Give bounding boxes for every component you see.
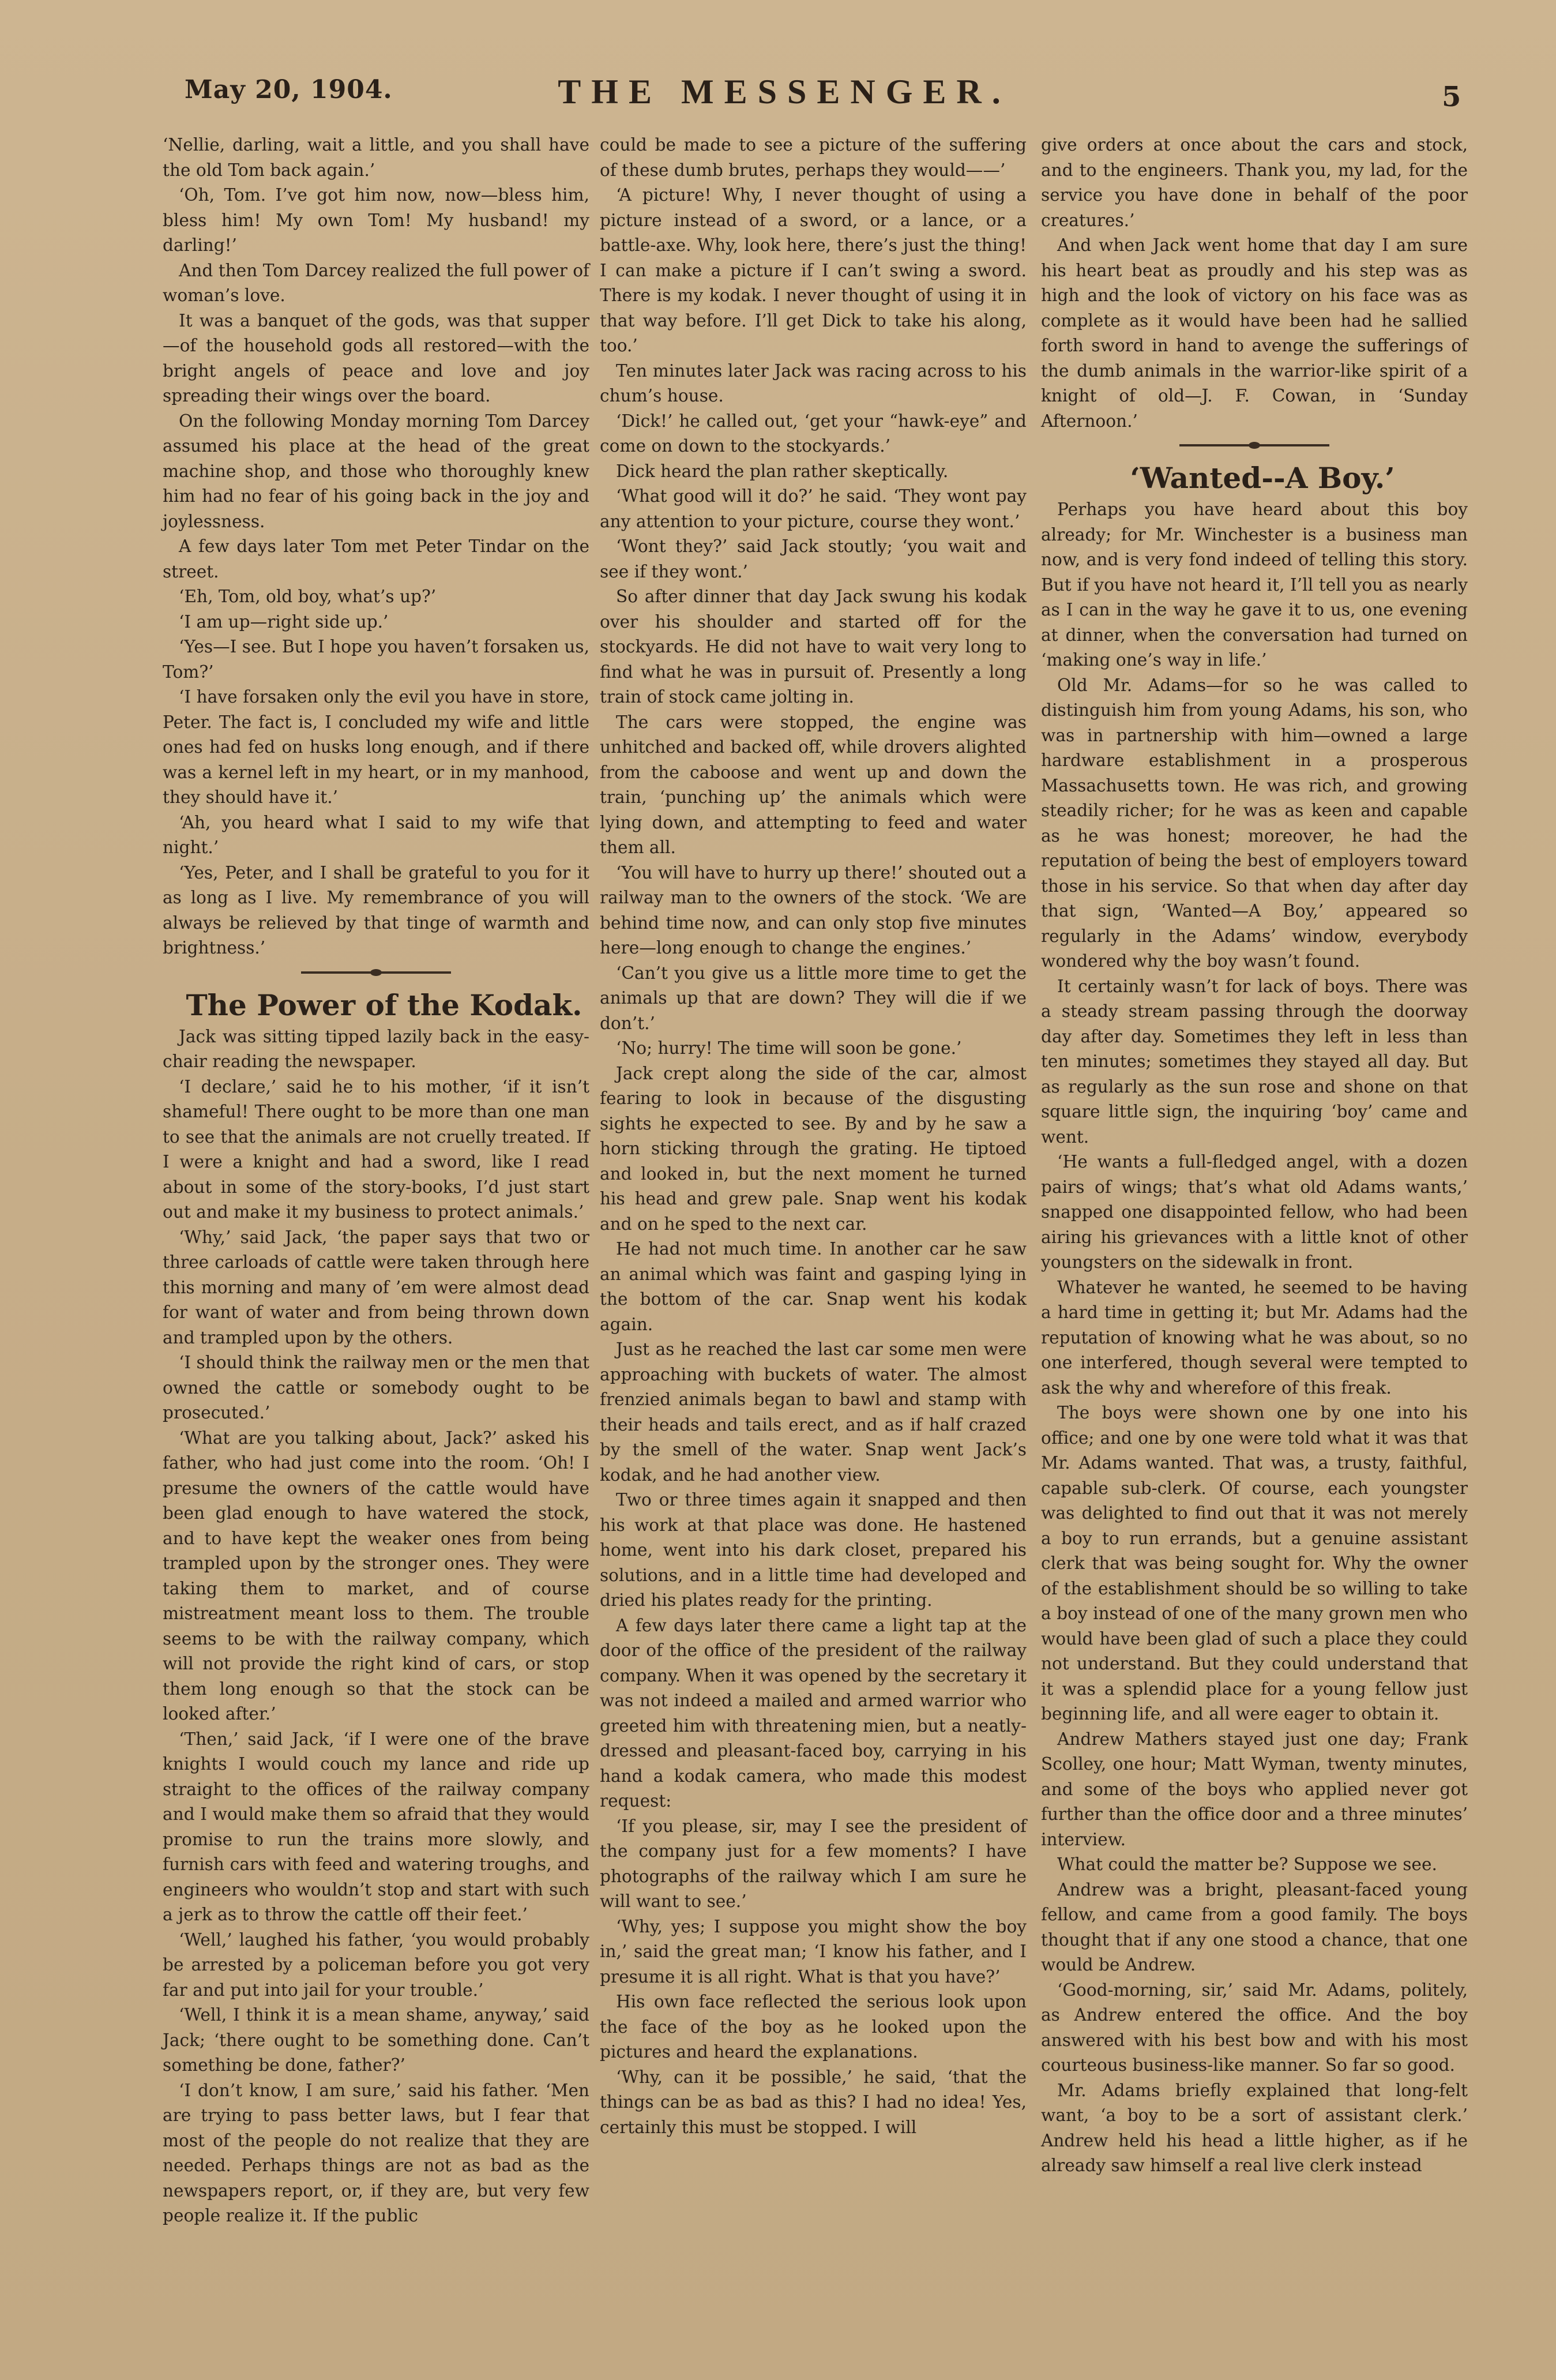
paragraph: ‘Yes, Peter, and I shall be grateful to you for it as long as I live. My remembrance of you will always be relieved by that tinge of warmth and brightness.’	[163, 862, 589, 958]
paragraph: It certainly wasn’t for lack of boys. There was a steady stream passing through the doorway day after day. Sometimes they left in less than ten minutes; sometimes they stayed all day. But as regularly as the sun rose and shone on that square little sign, the inquiring ‘boy’ came and went.	[1041, 976, 1468, 1147]
paragraph: ‘Wont they?’ said Jack stoutly; ‘you wait and see if they wont.’	[600, 536, 1027, 581]
article-headline: ‘Wanted--A Boy.’	[1130, 461, 1395, 495]
paragraph: Two or three times again it snapped and then his work at that place was done. He hastened home, went into his dark closet, prepared his solutions, and in a little time had developed and dried his plates ready for the printing.	[600, 1490, 1027, 1610]
paragraph: ‘You will have to hurry up there!’ shouted out a railway man to the owners of the stock. ‘We are behind time now, and can only stop five minutes here—long enough to change the engines.’	[600, 862, 1027, 958]
paragraph: ‘Eh, Tom, old boy, what’s up?’	[179, 587, 437, 606]
paragraph: ‘Well, I think it is a mean shame, anyway,’ said Jack; ‘there ought to be something done. Can’t something be done, father?’	[163, 2005, 589, 2075]
paragraph: ‘A picture! Why, I never thought of using a picture instead of a sword, or a lance, or a battle-axe. Why, look here, there’s just the thing! I can make a picture if I can’t swing a sword. There is my kodak. I never thought of using it in that way before. I’ll get Dick to take his along, too.’	[600, 185, 1027, 355]
paragraph: ‘Oh, Tom. I’ve got him now, now—bless him, bless him! My own Tom! My husband! my darling!’	[163, 185, 589, 255]
paragraph: Andrew was a bright, pleasant-faced young fellow, and came from a good family. The boys thought that if any one stood a chance, that one would be Andrew.	[1041, 1879, 1468, 1974]
issue-date: May 20, 1904.	[185, 75, 393, 104]
paragraph: ‘I should think the railway men or the men that owned the cattle or somebody ought to be prosecuted.’	[163, 1353, 589, 1422]
paragraph: Just as he reached the last car some men were approaching with buckets of water. The almost frenzied animals began to bawl and stamp with their heads and tails erect, and as if half crazed by the smell of the water. Snap went Jack’s kodak, and he had another view.	[600, 1339, 1027, 1485]
paragraph: It was a banquet of the gods, was that supper—of the household gods all restored—with the bright angels of peace and love and joy spreading their wings over the board.	[163, 310, 589, 406]
paragraph: ‘He wants a full-fledged angel, with a dozen pairs of wings; that’s what old Adams wants,’ snapped one disappointed fellow, who had been airing his grievances with a little knot of other youngsters on the sidewalk in front.	[1041, 1152, 1468, 1272]
paragraph: ‘Ah, you heard what I said to my wife that night.’	[163, 812, 589, 857]
masthead-title: THE MESSENGER.	[558, 73, 1011, 111]
paragraph: ‘Why, yes; I suppose you might show the boy in,’ said the great man; ‘I know his father, and I presume it is all right. What is that you have?’	[600, 1916, 1027, 1987]
paragraph: give orders at once about the cars and stock, and to the engineers. Thank you, my lad, for the service you have done in behalf of the poor creatures.’	[1041, 135, 1468, 230]
paragraph: ‘Why, can it be possible,’ he said, ‘that the things can be as bad as this? I had no idea! Yes, certainly this must be stopped. I will	[600, 2067, 1027, 2137]
paragraph: And then Tom Darcey realized the full power of woman’s love.	[163, 260, 590, 305]
column-3	[1041, 133, 1468, 2179]
paragraph: ‘No; hurry! The time will soon be gone.’	[616, 1038, 962, 1058]
paragraph: Perhaps you have heard about this boy already; for Mr. Winchester is a business man now, and is very fond indeed of telling this story. But if you have not heard it, I’ll tell you as nearly as I can in the way he gave it to us, one evening at dinner, when the conversation had turned on ‘making one’s way in life.’	[1041, 500, 1468, 670]
paragraph: Whatever he wanted, he seemed to be having a hard time in getting it; but Mr. Adams had the reputation of knowing what he was about, so no one interfered, though several were tempted to ask the why and wherefore of this freak.	[1041, 1277, 1468, 1398]
paragraph: And when Jack went home that day I am sure his heart beat as proudly and his step was as high and the look of victory on his face was as complete as it would have been had he sallied forth sword in hand to avenge the sufferings of the dumb animals in the warrior-like spirit of a knight of old—J. F. Cowan, in ‘Sunday Afternoon.’	[1041, 235, 1468, 431]
paragraph: Mr. Adams briefly explained that long-felt want, ‘a boy to be a sort of assistant clerk.’ Andrew held his head a little higher, as if he already saw himself a real live clerk instead	[1041, 2080, 1468, 2175]
paragraph: ‘Dick!’ he called out, ‘get your “hawk-eye” and come on down to the stockyards.’	[600, 411, 1027, 456]
article-headline: The Power of the Kodak.	[186, 988, 582, 1022]
paragraph: A few days later Tom met Peter Tindar on the street.	[163, 536, 589, 581]
paragraph: What could the matter be? Suppose we see.	[1057, 1855, 1437, 1874]
paragraph: ‘Yes—I see. But I hope you haven’t forsaken us, Tom?’	[163, 637, 589, 682]
paragraph: ‘What good will it do?’ he said. ‘They wont pay any attention to your picture, course they wont.’	[600, 486, 1027, 531]
paragraph: Ten minutes later Jack was racing across to his chum’s house.	[600, 361, 1027, 406]
paragraph: ‘I don’t know, I am sure,’ said his father. ‘Men are trying to pass better laws, but I fear that most of the people do not realize that they are needed. Perhaps things are not as bad as the newspapers report, or, if they are, but very few people realize it. If the public	[163, 2080, 589, 2225]
paragraph: could be made to see a picture of the suffering of these dumb brutes, perhaps they would——’	[600, 135, 1027, 180]
paragraph: ‘Well,’ laughed his father, ‘you would probably be arrested by a policeman before you got very far and put into jail for your trouble.’	[163, 1929, 589, 2000]
paragraph: Old Mr. Adams—for so he was called to distinguish him from young Adams, his son, who was in partnership with him—owned a large hardware establishment in a prosperous Massachusetts town. He was rich, and growing steadily richer; for he was as keen and capable as he was honest; moreover, he had the reputation of being the best of employers toward those in his service. So that when day after day that sign, ‘Wanted—A Boy,’ appeared so regularly in the Adams’ window, everybody wondered why the boy wasn’t found.	[1041, 675, 1468, 971]
paragraph: Dick heard the plan rather skeptically.	[616, 461, 949, 481]
page-number: 5	[1442, 81, 1461, 113]
paragraph: ‘Nellie, darling, wait a little, and you shall have the old Tom back again.’	[163, 135, 589, 180]
column-2	[600, 133, 1027, 2140]
paragraph: ‘Can’t you give us a little more time to get the animals up that are down? They will die if we don’t.’	[600, 963, 1027, 1033]
paragraph: He had not much time. In another car he saw an animal which was faint and gasping lying in the bottom of the car. Snap went his kodak again.	[600, 1239, 1027, 1334]
paragraph: On the following Monday morning Tom Darcey assumed his place at the head of the great machine shop, and those who thoroughly knew him had no fear of his going back in the joy and joylessness.	[163, 411, 589, 531]
paragraph: ‘I have forsaken only the evil you have in store, Peter. The fact is, I concluded my wife and little ones had fed on husks long enough, and if there was a kernel left in my heart, or in my manhood, they should have it.’	[163, 687, 589, 807]
paragraph: ‘Then,’ said Jack, ‘if I were one of the brave knights I would couch my lance and ride up straight to the offices of the railway company and I would make them so afraid that they would promise to run the trains more slowly, and furnish cars with feed and watering troughs, and engineers who wouldn’t stop and start with such a jerk as to throw the cattle off their feet.’	[163, 1729, 589, 1924]
paragraph: The boys were shown one by one into his office; and one by one were told what it was that Mr. Adams wanted. That was, a trusty, faithful, capable sub-clerk. Of course, each youngster was delighted to find out that it was not merely a boy to run errands, but a genuine assistant clerk that was being sought for. Why the owner of the establishment should be so willing to take a boy instead of one of the many grown men who would have been glad of such a place they could not understand. But they could understand that it was a splendid place for a young fellow just beginning life, and all were eager to obtain it.	[1041, 1403, 1468, 1724]
paragraph: The cars were stopped, the engine was unhitched and backed off, while drovers alighted from the caboose and went up and down the train, ‘punching up’ the animals which were lying down, and attempting to feed and water them all.	[600, 712, 1027, 857]
section-divider	[301, 971, 451, 974]
paragraph: ‘Why,’ said Jack, ‘the paper says that two or three carloads of cattle were taken through here this morning and many of ’em were almost dead for want of water and from being thrown down and trampled upon by the others.	[163, 1227, 589, 1347]
paragraph: ‘I declare,’ said he to his mother, ‘if it isn’t shameful! There ought to be more than one man to see that the animals are not cruelly treated. If I were a knight and had a sword, like I read about in some of the story-books, I’d just start out and make it my business to protect animals.’	[163, 1076, 589, 1222]
paragraph: Andrew Mathers stayed just one day; Frank Scolley, one hour; Matt Wyman, twenty minutes, and some of the boys who applied never got further than the office door and a three minutes’ interview.	[1041, 1729, 1468, 1849]
paragraph: ‘Good-morning, sir,’ said Mr. Adams, politely, as Andrew entered the office. And the boy answered with his best bow and with his most courteous business-like manner. So far so good.	[1041, 1980, 1468, 2075]
paragraph: A few days later there came a light tap at the door of the office of the president of the railway company. When it was opened by the secretary it was not indeed a mailed and armed warrior who greeted him with threatening mien, but a neatly-dressed and pleasant-faced boy, carrying in his hand a kodak camera, who made this modest request:	[600, 1615, 1027, 1811]
section-divider	[1179, 444, 1329, 446]
paragraph: Jack was sitting tipped lazily back in the easy-chair reading the newspaper.	[163, 1026, 589, 1071]
paragraph: ‘If you please, sir, may I see the president of the company just for a few moments? I have photographs of the railway which I am sure he will want to see.’	[600, 1816, 1027, 1911]
paragraph: ‘What are you talking about, Jack?’ asked his father, who had just come into the room. ‘Oh! I presume the owners of the cattle would have been glad enough to have watered the stock, and to have kept the weaker ones from being trampled upon by the stronger ones. They were taking them to market, and of course mistreatment meant loss to them. The trouble seems to be with the railway company, which will not provide the right kind of cars, or stop them long enough so that the stock can be looked after.’	[163, 1428, 589, 1724]
page-header	[0, 0, 1556, 133]
paragraph: His own face reflected the serious look upon the face of the boy as he looked upon the pictures and heard the explanations.	[600, 1992, 1027, 2062]
paragraph: So after dinner that day Jack swung his kodak over his shoulder and started off for the stockyards. He did not have to wait very long to find what he was in pursuit of. Presently a long train of stock came jolting in.	[600, 587, 1027, 707]
paragraph: Jack crept along the side of the car, almost fearing to look in because of the disgusting sights he expected to see. By and by he saw a horn sticking through the grating. He tiptoed and looked in, but the next moment he turned his head and grew pale. Snap went his kodak and on he sped to the next car.	[600, 1063, 1027, 1234]
column-1	[163, 133, 589, 2229]
paragraph: ‘I am up—right side up.’	[179, 611, 389, 632]
